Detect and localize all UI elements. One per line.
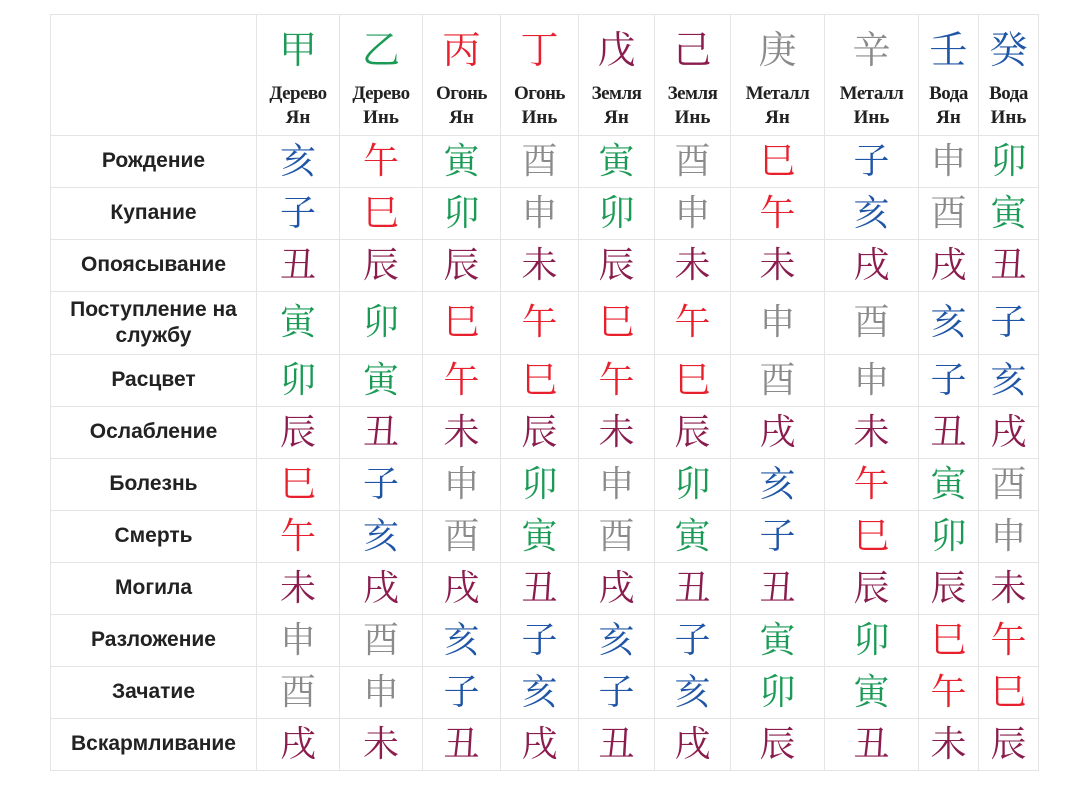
branch-cell: 子 <box>501 615 579 667</box>
branch-cell: 午 <box>919 667 979 719</box>
branch-cell: 巳 <box>340 188 423 240</box>
stem-char: 癸 <box>989 28 1028 72</box>
branch-cell: 戌 <box>979 407 1039 459</box>
stem-header <box>825 15 919 136</box>
stem-polarity: Ян <box>285 107 311 128</box>
branch-cell: 寅 <box>501 511 579 563</box>
table-row <box>51 563 1039 615</box>
branch-cell: 未 <box>655 240 731 292</box>
branch-cell: 寅 <box>731 615 825 667</box>
stem-polarity: Инь <box>674 107 711 128</box>
branch-cell: 卯 <box>919 511 979 563</box>
stem-polarity: Ян <box>604 107 629 128</box>
branch-cell: 寅 <box>825 667 919 719</box>
branch-cell: 申 <box>501 188 579 240</box>
branch-cell: 巳 <box>655 355 731 407</box>
stage-label: Болезнь <box>51 459 257 511</box>
branch-cell: 申 <box>919 136 979 188</box>
branch-cell: 丑 <box>423 719 501 771</box>
branch-cell: 巳 <box>825 511 919 563</box>
branch-cell: 巳 <box>423 292 501 355</box>
branch-cell: 巳 <box>257 459 340 511</box>
stem-polarity: Инь <box>990 107 1027 128</box>
header-row <box>51 15 1039 136</box>
branch-cell: 巳 <box>579 292 655 355</box>
branch-cell: 卯 <box>655 459 731 511</box>
stage-label: Поступление на службу <box>51 292 257 355</box>
table-row <box>51 719 1039 771</box>
stem-element: Огонь <box>436 83 487 104</box>
branch-cell: 亥 <box>579 615 655 667</box>
branch-cell: 丑 <box>731 563 825 615</box>
branch-cell: 寅 <box>340 355 423 407</box>
branch-cell: 子 <box>655 615 731 667</box>
stage-label: Рождение <box>51 136 257 188</box>
table-row <box>51 136 1039 188</box>
branch-cell: 戌 <box>731 407 825 459</box>
stem-header <box>579 15 655 136</box>
branch-cell: 卯 <box>731 667 825 719</box>
branch-cell: 申 <box>731 292 825 355</box>
table-row <box>51 355 1039 407</box>
branch-cell: 午 <box>579 355 655 407</box>
branch-cell: 辰 <box>423 240 501 292</box>
stem-header <box>731 15 825 136</box>
stem-char: 辛 <box>852 28 891 72</box>
branch-cell: 未 <box>501 240 579 292</box>
branch-cell: 申 <box>825 355 919 407</box>
branch-cell: 丑 <box>501 563 579 615</box>
branch-cell: 午 <box>655 292 731 355</box>
stem-polarity: Ян <box>936 107 961 128</box>
branch-cell: 亥 <box>919 292 979 355</box>
branch-cell: 丑 <box>340 407 423 459</box>
stem-element: Огонь <box>514 83 565 104</box>
stem-header <box>979 15 1039 136</box>
branch-cell: 酉 <box>919 188 979 240</box>
branch-cell: 亥 <box>501 667 579 719</box>
table-row <box>51 407 1039 459</box>
stem-header <box>501 15 579 136</box>
stem-char: 丙 <box>442 28 481 72</box>
branch-cell: 亥 <box>423 615 501 667</box>
stem-element: Металл <box>745 83 810 104</box>
branch-cell: 巳 <box>731 136 825 188</box>
branch-cell: 午 <box>340 136 423 188</box>
branch-cell: 子 <box>423 667 501 719</box>
stem-element: Земля <box>667 83 718 104</box>
stem-polarity: Инь <box>521 107 558 128</box>
table-row <box>51 292 1039 355</box>
branch-cell: 戌 <box>501 719 579 771</box>
stem-element: Металл <box>839 83 904 104</box>
branch-cell: 亥 <box>655 667 731 719</box>
branch-cell: 巳 <box>979 667 1039 719</box>
branch-cell: 子 <box>825 136 919 188</box>
stage-label: Купание <box>51 188 257 240</box>
table-row <box>51 188 1039 240</box>
stem-element: Земля <box>591 83 642 104</box>
branch-cell: 未 <box>579 407 655 459</box>
stem-char: 庚 <box>758 28 797 72</box>
branch-cell: 辰 <box>919 563 979 615</box>
branch-cell: 卯 <box>501 459 579 511</box>
table-row <box>51 240 1039 292</box>
stem-element: Дерево <box>352 83 410 104</box>
branch-cell: 酉 <box>501 136 579 188</box>
branch-cell: 午 <box>825 459 919 511</box>
branch-cell: 寅 <box>919 459 979 511</box>
branch-cell: 丑 <box>579 719 655 771</box>
branch-cell: 戌 <box>655 719 731 771</box>
branch-cell: 酉 <box>825 292 919 355</box>
branch-cell: 卯 <box>825 615 919 667</box>
branch-cell: 寅 <box>257 292 340 355</box>
branch-cell: 亥 <box>340 511 423 563</box>
branch-cell: 子 <box>731 511 825 563</box>
branch-cell: 未 <box>423 407 501 459</box>
branch-cell: 亥 <box>979 355 1039 407</box>
branch-cell: 酉 <box>340 615 423 667</box>
branch-cell: 子 <box>979 292 1039 355</box>
branch-cell: 未 <box>825 407 919 459</box>
branch-cell: 辰 <box>731 719 825 771</box>
branch-cell: 丑 <box>257 240 340 292</box>
branch-cell: 未 <box>919 719 979 771</box>
branch-cell: 卯 <box>340 292 423 355</box>
branch-cell: 寅 <box>423 136 501 188</box>
branch-cell: 申 <box>979 511 1039 563</box>
branch-cell: 辰 <box>340 240 423 292</box>
branch-cell: 申 <box>340 667 423 719</box>
stem-header <box>655 15 731 136</box>
stage-label: Смерть <box>51 511 257 563</box>
branch-cell: 丑 <box>919 407 979 459</box>
branch-cell: 寅 <box>579 136 655 188</box>
stem-header <box>423 15 501 136</box>
stage-label: Опоясывание <box>51 240 257 292</box>
stem-polarity: Инь <box>363 107 399 128</box>
branch-cell: 辰 <box>257 407 340 459</box>
branch-cell: 未 <box>979 563 1039 615</box>
branch-cell: 申 <box>423 459 501 511</box>
branch-cell: 申 <box>257 615 340 667</box>
branch-cell: 未 <box>340 719 423 771</box>
stem-header <box>257 15 340 136</box>
branch-cell: 午 <box>979 615 1039 667</box>
branch-cell: 卯 <box>979 136 1039 188</box>
corner-cell <box>51 15 257 136</box>
branch-cell: 酉 <box>579 511 655 563</box>
branch-cell: 戌 <box>257 719 340 771</box>
branch-cell: 辰 <box>979 719 1039 771</box>
stages-table <box>50 14 1039 771</box>
branch-cell: 寅 <box>979 188 1039 240</box>
stem-polarity: Ян <box>765 107 790 128</box>
branch-cell: 辰 <box>825 563 919 615</box>
stem-polarity: Ян <box>449 107 474 128</box>
stem-header <box>340 15 423 136</box>
branch-cell: 酉 <box>731 355 825 407</box>
stem-char: 壬 <box>929 28 968 72</box>
branch-cell: 卯 <box>423 188 501 240</box>
stem-char: 己 <box>673 28 712 72</box>
branch-cell: 亥 <box>731 459 825 511</box>
stem-element: Дерево <box>269 83 327 104</box>
stem-header <box>919 15 979 136</box>
branch-cell: 戌 <box>340 563 423 615</box>
table-row <box>51 459 1039 511</box>
stem-polarity: Инь <box>853 107 890 128</box>
branch-cell: 巳 <box>919 615 979 667</box>
branch-cell: 巳 <box>501 355 579 407</box>
stem-char: 戊 <box>597 28 636 72</box>
branch-cell: 丑 <box>979 240 1039 292</box>
branch-cell: 申 <box>655 188 731 240</box>
branch-cell: 子 <box>340 459 423 511</box>
branch-cell: 酉 <box>979 459 1039 511</box>
branch-cell: 亥 <box>257 136 340 188</box>
branch-cell: 卯 <box>257 355 340 407</box>
branch-cell: 午 <box>501 292 579 355</box>
stem-char: 乙 <box>361 28 400 72</box>
branch-cell: 午 <box>731 188 825 240</box>
branch-cell: 亥 <box>825 188 919 240</box>
stem-element: Вода <box>929 83 968 104</box>
branch-cell: 丑 <box>655 563 731 615</box>
branch-cell: 戌 <box>919 240 979 292</box>
branch-cell: 酉 <box>655 136 731 188</box>
branch-cell: 子 <box>257 188 340 240</box>
branch-cell: 丑 <box>825 719 919 771</box>
branch-cell: 酉 <box>423 511 501 563</box>
branch-cell: 辰 <box>655 407 731 459</box>
branch-cell: 子 <box>919 355 979 407</box>
branch-cell: 戌 <box>825 240 919 292</box>
stage-label: Разложение <box>51 615 257 667</box>
stem-char: 甲 <box>278 28 317 72</box>
stem-element: Вода <box>989 83 1028 104</box>
branch-cell: 寅 <box>655 511 731 563</box>
branch-cell: 未 <box>257 563 340 615</box>
stage-label: Ослабление <box>51 407 257 459</box>
table-row <box>51 511 1039 563</box>
branch-cell: 酉 <box>257 667 340 719</box>
branch-cell: 午 <box>257 511 340 563</box>
stage-label: Вскармливание <box>51 719 257 771</box>
stage-label: Расцвет <box>51 355 257 407</box>
table-row <box>51 615 1039 667</box>
branch-cell: 子 <box>579 667 655 719</box>
stem-char: 丁 <box>520 28 559 72</box>
branch-cell: 卯 <box>579 188 655 240</box>
branch-cell: 戌 <box>423 563 501 615</box>
stage-label: Могила <box>51 563 257 615</box>
branch-cell: 申 <box>579 459 655 511</box>
stage-label: Зачатие <box>51 667 257 719</box>
branch-cell: 辰 <box>579 240 655 292</box>
table-row <box>51 667 1039 719</box>
branch-cell: 辰 <box>501 407 579 459</box>
branch-cell: 未 <box>731 240 825 292</box>
branch-cell: 午 <box>423 355 501 407</box>
branch-cell: 戌 <box>579 563 655 615</box>
